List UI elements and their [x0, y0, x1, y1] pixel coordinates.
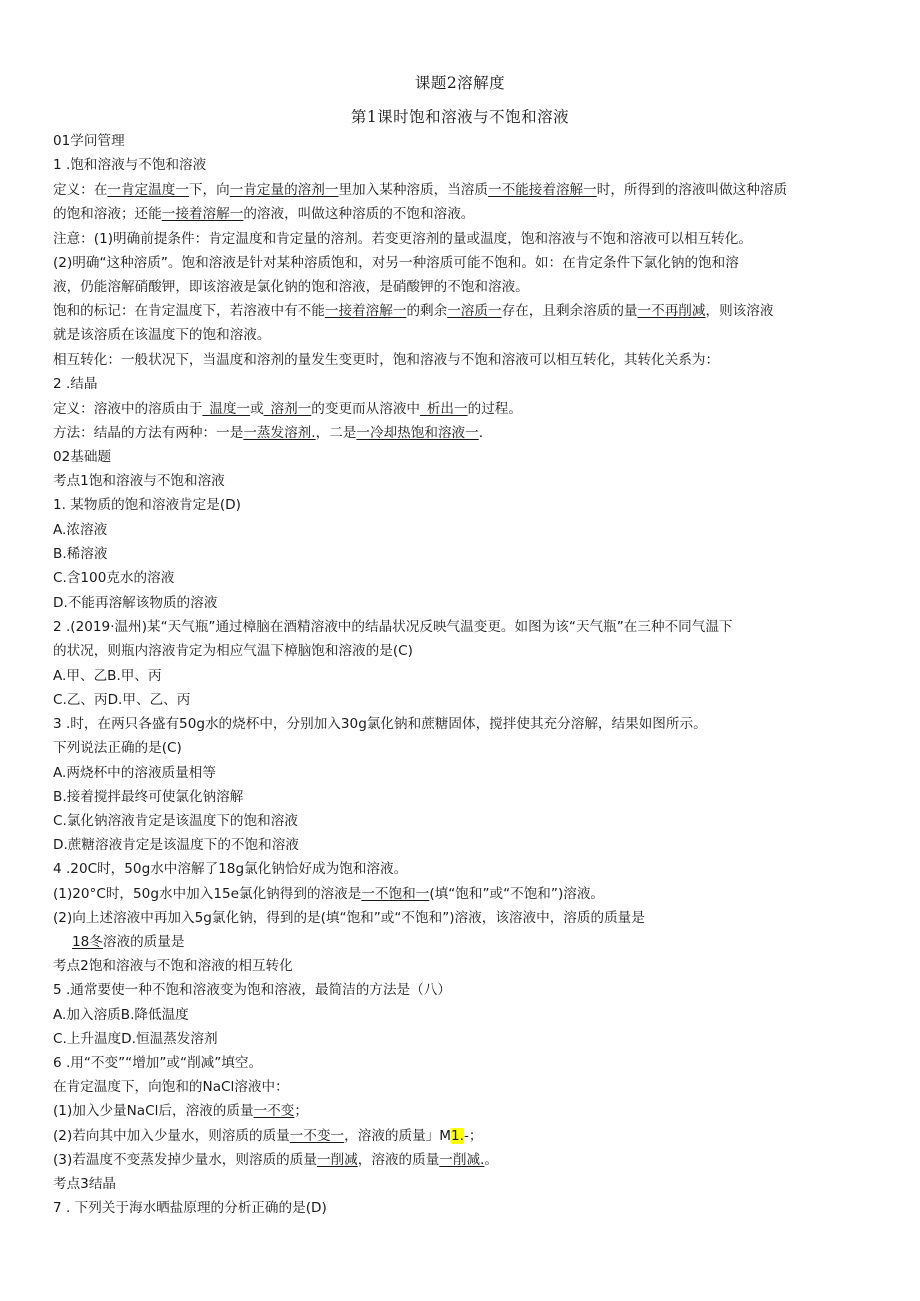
text-run: 下，向 — [188, 182, 230, 198]
answer-blank: _析出一 — [420, 401, 468, 417]
answer-blank: 一不能接着溶解一 — [488, 182, 597, 198]
text-run: A.两烧杯中的溶液质量相等 — [53, 765, 216, 781]
text-run: 考点2饱和溶液与不饱和溶液的相互转化 — [53, 958, 293, 974]
text-line — [53, 641, 873, 661]
text-line — [53, 859, 873, 879]
text-run: ； — [294, 1103, 308, 1119]
text-run: A.加入溶质B.降低温度 — [53, 1007, 189, 1023]
text-line — [53, 1053, 873, 1073]
text-run: 饱和的标记：在肯定温度下，若溶液中有不能 — [53, 303, 325, 319]
text-line — [53, 301, 873, 321]
text-run: 5 .通常要使一种不饱和溶液变为饱和溶液，最简洁的方法是（八） — [53, 982, 451, 998]
text-run: C.含100克水的溶液 — [53, 570, 175, 586]
text-line — [53, 544, 873, 564]
text-line — [53, 325, 873, 345]
text-run: C.上升温度D.恒温蒸发溶剂 — [53, 1031, 218, 1047]
lesson-subtitle: 第1课时饱和溶液与不饱和溶液 — [350, 108, 570, 126]
text-run: 液，仍能溶解硝酸钾，即该溶液是氯化钠的饱和溶液，是硝酸钾的不饱和溶液。 — [53, 279, 529, 295]
text-run: -； — [464, 1128, 483, 1144]
text-line — [53, 980, 873, 1000]
text-run: ，则该溶液 — [705, 303, 774, 319]
text-run: 的变更而从溶液中 — [311, 401, 421, 417]
text-run: (2)明确“这种溶质”。饱和溶液是针对某种溶质饱和，对另一种溶质可能不饱和。如：在肯定条件下氯化钠的饱和溶 — [53, 255, 739, 271]
text-line — [53, 277, 873, 297]
text-run: 考点3结晶 — [53, 1176, 117, 1192]
text-run: B.稀溶液 — [53, 546, 108, 562]
text-line — [53, 787, 873, 807]
text-line — [53, 520, 873, 540]
answer-blank: 18冬 — [72, 934, 103, 950]
text-run: 01学问管理 — [53, 133, 125, 149]
text-run: 6 .用“不变”“增加”或“削减”填空。 — [53, 1055, 263, 1071]
text-run: 注意：(1)明确前提条件：肯定温度和肯定量的溶剂。若变更溶剂的量或温度，饱和溶液与不饱和溶液可以相互转化。 — [53, 231, 752, 247]
text-line — [53, 1174, 873, 1194]
text-run: (2)若向其中加入少量水，则溶质的质量 — [53, 1128, 290, 1144]
answer-blank: 一溶质一 — [447, 303, 502, 319]
text-run: 定义：在 — [53, 182, 108, 198]
text-run: 在肯定温度下，向饱和的NaCl溶液中： — [53, 1079, 289, 1095]
text-run: (3)若温度不变蒸发掉少量水，则溶质的质量 — [53, 1152, 317, 1168]
text-run: ，溶液的质量 — [357, 1152, 440, 1168]
answer-blank: 一接着溶解一 — [324, 303, 407, 319]
answer-blank: 一蒸发溶剂. — [243, 425, 316, 441]
text-run: 的状况，则瓶内溶液肯定为相应气温下樟脑饱和溶液的是(C) — [53, 643, 413, 659]
text-line — [53, 1101, 873, 1121]
text-run: A.甲、乙B.甲、丙 — [53, 668, 162, 684]
text-run: 的剩余 — [406, 303, 448, 319]
text-run: 。 — [484, 1152, 498, 1168]
text-run: (1)加入少量NaCl后，溶液的质量 — [53, 1103, 254, 1119]
text-run: 1. 某物质的饱和溶液肯定是(D) — [53, 497, 241, 513]
text-run: ，溶液的质量」M — [344, 1128, 452, 1144]
highlighted-text: 1. — [451, 1128, 465, 1144]
text-run: (填“饱和”或“不饱和”)溶液。 — [429, 886, 605, 902]
text-line — [53, 131, 873, 151]
text-run: 2 .(2019·温州)某“天气瓶”通过樟脑在酒精溶液中的结晶状况反映气温变更。如图为该“天气瓶”在三种不同气温下 — [53, 619, 733, 635]
answer-blank: 一不饱和一 — [361, 886, 430, 902]
text-run: C.氯化钠溶液肯定是该温度下的饱和溶液 — [53, 813, 298, 829]
answer-blank: 一削减. — [439, 1152, 485, 1168]
text-run: D.蔗糖溶液肯定是该温度下的不饱和溶液 — [53, 837, 299, 853]
text-line — [53, 956, 873, 976]
answer-blank: 一肯定量的溶剂一 — [229, 182, 339, 198]
text-run: 定义：溶液中的溶质由于 — [53, 401, 203, 417]
text-run: . — [478, 425, 484, 441]
text-line — [53, 835, 873, 855]
text-run: 7 . 下列关于海水晒盐原理的分析正确的是(D) — [53, 1200, 327, 1216]
text-line — [53, 1126, 873, 1146]
text-line — [53, 180, 873, 200]
text-line — [53, 229, 873, 249]
text-run: 的过程。 — [467, 401, 522, 417]
text-line — [53, 568, 873, 588]
text-line — [53, 350, 873, 370]
text-line — [53, 1077, 873, 1097]
text-line — [53, 763, 873, 783]
text-run: 存在，且剩余溶质的量 — [501, 303, 638, 319]
text-line — [53, 908, 873, 928]
text-line — [53, 1029, 873, 1049]
text-run: ，二是 — [315, 425, 357, 441]
answer-blank: _温度一 — [202, 401, 251, 417]
text-line — [53, 738, 873, 758]
text-line — [53, 471, 873, 491]
text-line — [53, 884, 873, 904]
text-line — [53, 374, 873, 394]
answer-blank: _溶剂一 — [263, 401, 312, 417]
answer-blank: 一冷却热饱和溶液一 — [356, 425, 479, 441]
lesson-title: 课题2溶解度 — [414, 74, 506, 92]
text-line — [53, 204, 873, 224]
text-run: C.乙、丙D.甲、乙、丙 — [53, 692, 191, 708]
text-line — [53, 666, 873, 686]
text-run: 考点1饱和溶液与不饱和溶液 — [53, 473, 225, 489]
answer-blank: 一不变 — [253, 1103, 295, 1119]
text-run: A.浓溶液 — [53, 522, 108, 538]
text-line — [53, 1198, 873, 1218]
text-line — [53, 253, 873, 273]
text-run: 2 .结晶 — [53, 376, 98, 392]
text-line — [53, 1005, 873, 1025]
text-run: 里加入某种溶质，当溶质 — [338, 182, 488, 198]
text-line — [53, 495, 873, 515]
text-line — [53, 1150, 873, 1170]
text-line — [53, 423, 873, 443]
text-run: 3 .时，在两只各盛有50g水的烧杯中，分别加入30g氯化钠和蔗糖固体，搅拌使其充分溶解，结果如图所示。 — [53, 716, 707, 732]
answer-blank: 一肯定温度一 — [107, 182, 189, 198]
text-run: 或 — [250, 401, 264, 417]
text-line — [53, 155, 873, 175]
text-run: 相互转化：一般状况下，当温度和溶剂的量发生变更时，饱和溶液与不饱和溶液可以相互转化，其转化关系为： — [53, 352, 720, 368]
text-line — [53, 593, 873, 613]
text-run: 1 .饱和溶液与不饱和溶液 — [53, 157, 207, 173]
text-line — [53, 399, 873, 419]
text-run: 的饱和溶液；还能 — [53, 206, 162, 222]
text-run: B.接着搅拌最终可使氯化钠溶解 — [53, 789, 244, 805]
text-run: 02基础题 — [53, 449, 112, 465]
text-run: 溶液的质量是 — [102, 934, 185, 950]
answer-blank: 一不再削减 — [637, 303, 706, 319]
text-line — [53, 690, 873, 710]
text-run: 就是该溶质在该温度下的饱和溶液。 — [53, 327, 271, 343]
text-run: 时，所得到的溶液叫做这种溶质 — [596, 182, 788, 198]
text-run: (1)20°C时，50g水中加入15e氯化钠得到的溶液是 — [53, 886, 362, 902]
text-line — [53, 617, 873, 637]
text-run: 下列说法正确的是(C) — [53, 740, 182, 756]
text-run: D.不能再溶解该物质的溶液 — [53, 595, 218, 611]
text-run: (2)向上述溶液中再加入5g氯化钠，得到的是(填“饱和”或“不饱和”)溶液，该溶液中，溶质的质量是 — [53, 910, 645, 926]
answer-blank: 一接着溶解一 — [161, 206, 244, 222]
text-line — [53, 447, 873, 467]
text-line — [53, 714, 873, 734]
answer-blank: 一削减 — [316, 1152, 358, 1168]
text-run: 4 .20C时，50g水中溶解了18g氯化钠恰好成为饱和溶液。 — [53, 861, 408, 877]
text-run: 的溶液，叫做这种溶质的不饱和溶液。 — [243, 206, 475, 222]
text-line — [72, 932, 892, 952]
answer-blank: 一不变一 — [289, 1128, 345, 1144]
text-run: 方法：结晶的方法有两种：一是 — [53, 425, 244, 441]
text-line — [53, 811, 873, 831]
